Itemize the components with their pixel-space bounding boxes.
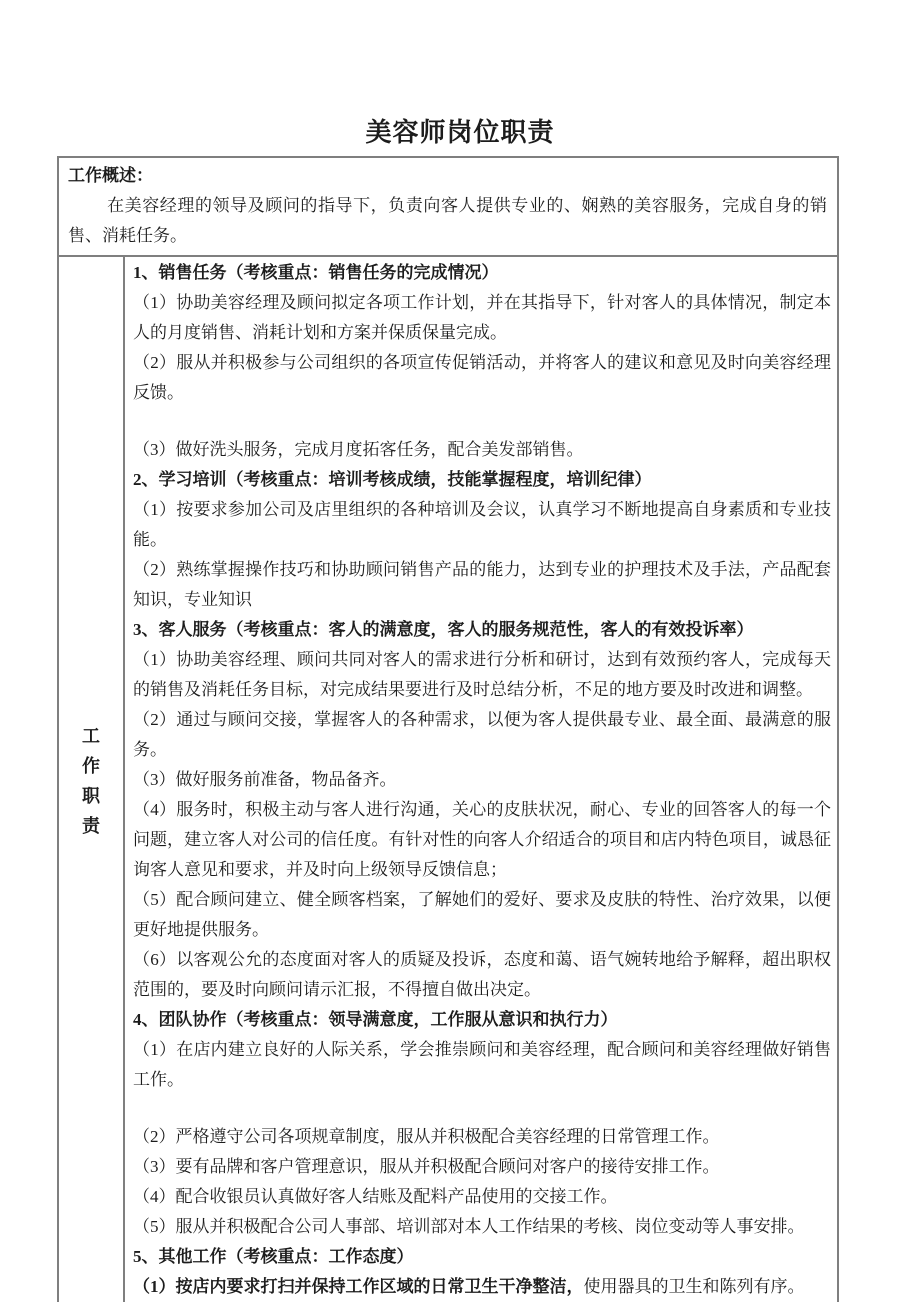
- duty-item: （2）严格遵守公司各项规章制度，服从并积极配合美容经理的日常管理工作。: [133, 1127, 720, 1146]
- overview-label: 工作概述：: [68, 166, 153, 185]
- duties-row: [59, 257, 837, 1302]
- duty-item: （1）在店内建立良好的人际关系，学会推崇顾问和美容经理，配合顾问和美容经理做好销售工作。: [133, 1040, 831, 1089]
- duty-item: （4）配合收银员认真做好客人结账及配料产品使用的交接工作。: [133, 1187, 618, 1206]
- duty-item-bold-lead: （1）按店内要求打扫并保持工作区域的日常卫生干净整洁，: [133, 1277, 584, 1296]
- duty-item: （3）做好服务前准备，物品备齐。: [133, 770, 397, 789]
- section-2-heading: 2、学习培训（考核重点：培训考核成绩，技能掌握程度，培训纪律）: [133, 470, 652, 489]
- section-5-heading: 5、其他工作（考核重点：工作态度）: [133, 1247, 414, 1266]
- section-3-heading: 3、客人服务（考核重点：客人的满意度，客人的服务规范性，客人的有效投诉率）: [133, 620, 754, 639]
- duties-content-cell: [125, 257, 837, 1302]
- duty-item: [133, 1272, 831, 1302]
- duty-item: （3）做好洗头服务，完成月度拓客任务，配合美发部销售。: [133, 440, 584, 459]
- duty-item: （1）协助美容经理、顾问共同对客人的需求进行分析和研讨，达到有效预约客人，完成每天的销售及消耗任务目标，对完成结果要进行及时总结分析，不足的地方要及时改进和调整。: [133, 650, 831, 699]
- duty-item: （1）按要求参加公司及店里组织的各种培训及会议，认真学习不断地提高自身素质和专业技能。: [133, 500, 831, 549]
- section-4-heading: 4、团队协作（考核重点：领导满意度，工作服从意识和执行力）: [133, 1010, 618, 1029]
- job-description-table: [57, 156, 839, 1302]
- duty-item: （1）协助美容经理及顾问拟定各项工作计划，并在其指导下，针对客人的具体情况，制定本人的月度销售、消耗计划和方案并保质保量完成。: [133, 293, 831, 342]
- duties-label-char: 责: [82, 816, 100, 836]
- duty-item: （4）服务时，积极主动与客人进行沟通，关心的皮肤状况，耐心、专业的回答客人的每一个问题，建立客人对公司的信任度。有针对性的向客人介绍适合的项目和店内特色项目，诚恳征询客人意见和要求，并及时向上级领导反馈信息；: [133, 800, 831, 879]
- duties-label-char: 职: [82, 786, 100, 806]
- duties-label-char: 作: [82, 756, 100, 776]
- page-title: 美容师岗位职责: [365, 118, 555, 147]
- duty-item: （3）要有品牌和客户管理意识，服从并积极配合顾问对客户的接待安排工作。: [133, 1157, 720, 1176]
- duties-row-label: [59, 257, 125, 1302]
- duty-item: （5）服从并积极配合公司人事部、培训部对本人工作结果的考核、岗位变动等人事安排。: [133, 1217, 805, 1236]
- duty-item: （2）通过与顾问交接，掌握客人的各种需求，以便为客人提供最专业、最全面、最满意的服务。: [133, 710, 831, 759]
- duty-item: （6）以客观公允的态度面对客人的质疑及投诉，态度和蔼、语气婉转地给予解释，超出职权范围的，要及时向顾问请示汇报，不得擅自做出决定。: [133, 950, 831, 999]
- duties-label-char: 工: [82, 726, 100, 746]
- section-1-heading: 1、销售任务（考核重点：销售任务的完成情况）: [133, 263, 499, 282]
- duty-item-regular-tail: 使用器具的卫生和陈列有序。: [583, 1277, 805, 1296]
- duty-item: （5）配合顾问建立、健全顾客档案，了解她们的爱好、要求及皮肤的特性、治疗效果，以便更好地提供服务。: [133, 890, 831, 939]
- overview-text: 在美容经理的领导及顾问的指导下，负责向客人提供专业的、娴熟的美容服务，完成自身的销售、消耗任务。: [68, 196, 827, 245]
- overview-row: [59, 158, 837, 257]
- duty-item: （2）熟练掌握操作技巧和协助顾问销售产品的能力，达到专业的护理技术及手法，产品配套知识，专业知识: [133, 560, 831, 609]
- duty-item: （2）服从并积极参与公司组织的各项宣传促销活动，并将客人的建议和意见及时向美容经理反馈。: [133, 353, 831, 402]
